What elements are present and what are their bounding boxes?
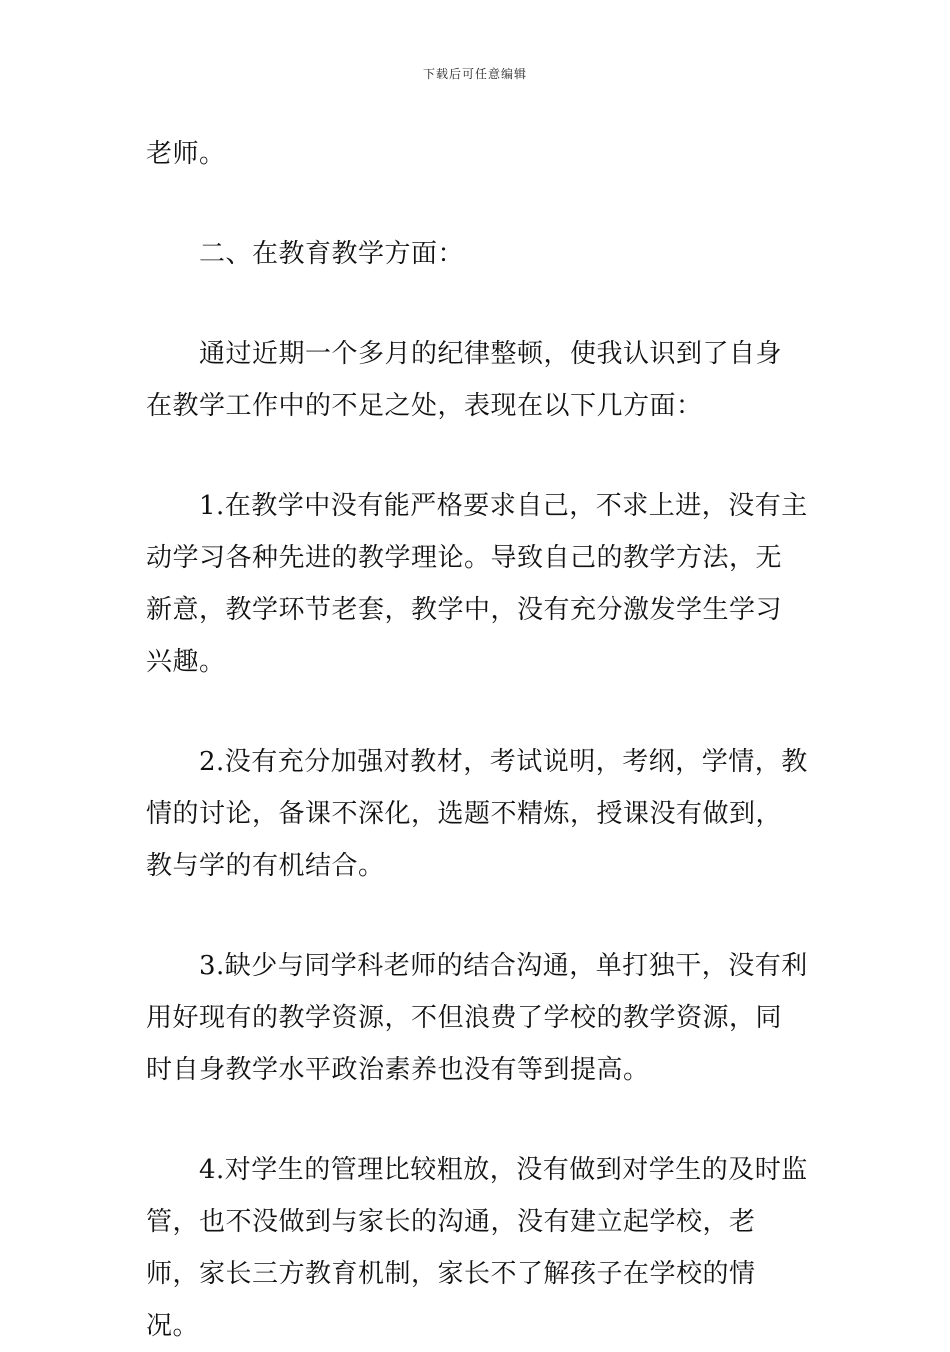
paragraph-gap (146, 892, 808, 940)
list-item-3: 3.缺少与同学科老师的结合沟通，单打独干，没有利用好现有的教学资源，不但浪费了学校的教学资源，同时自身教学水平政治素养也没有等到提高。 (146, 951, 808, 1085)
paragraph-gap (146, 688, 808, 736)
list-item-2: 2.没有充分加强对教材，考试说明，考纲，学情，教情的讨论，备课不深化，选题不精炼，授课没有做到，教与学的有机结合。 (146, 747, 808, 881)
section-heading: 二、在教育教学方面： (199, 239, 465, 269)
paragraph-gap (146, 1096, 808, 1144)
continuation-text: 老师。 (146, 139, 226, 169)
paragraph-gap (146, 432, 808, 480)
header-note: 下载后可任意编辑 (422, 67, 527, 81)
list-item-1: 1.在教学中没有能严格要求自己，不求上进，没有主动学习各种先进的教学理论。导致自己的教学方法，无新意，教学环节老套，教学中，没有充分激发学生学习兴趣。 (146, 491, 808, 677)
paragraph-gap (146, 280, 808, 328)
list-item-4: 4.对学生的管理比较粗放，没有做到对学生的及时监管，也不没做到与家长的沟通，没有建立起学校，老师，家长三方教育机制，家长不了解孩子在学校的情况。 (146, 1155, 808, 1341)
document-body (146, 128, 808, 1352)
intro-paragraph: 通过近期一个多月的纪律整顿，使我认识到了自身在教学工作中的不足之处，表现在以下几方面： (146, 339, 783, 421)
paragraph-gap (146, 180, 808, 228)
